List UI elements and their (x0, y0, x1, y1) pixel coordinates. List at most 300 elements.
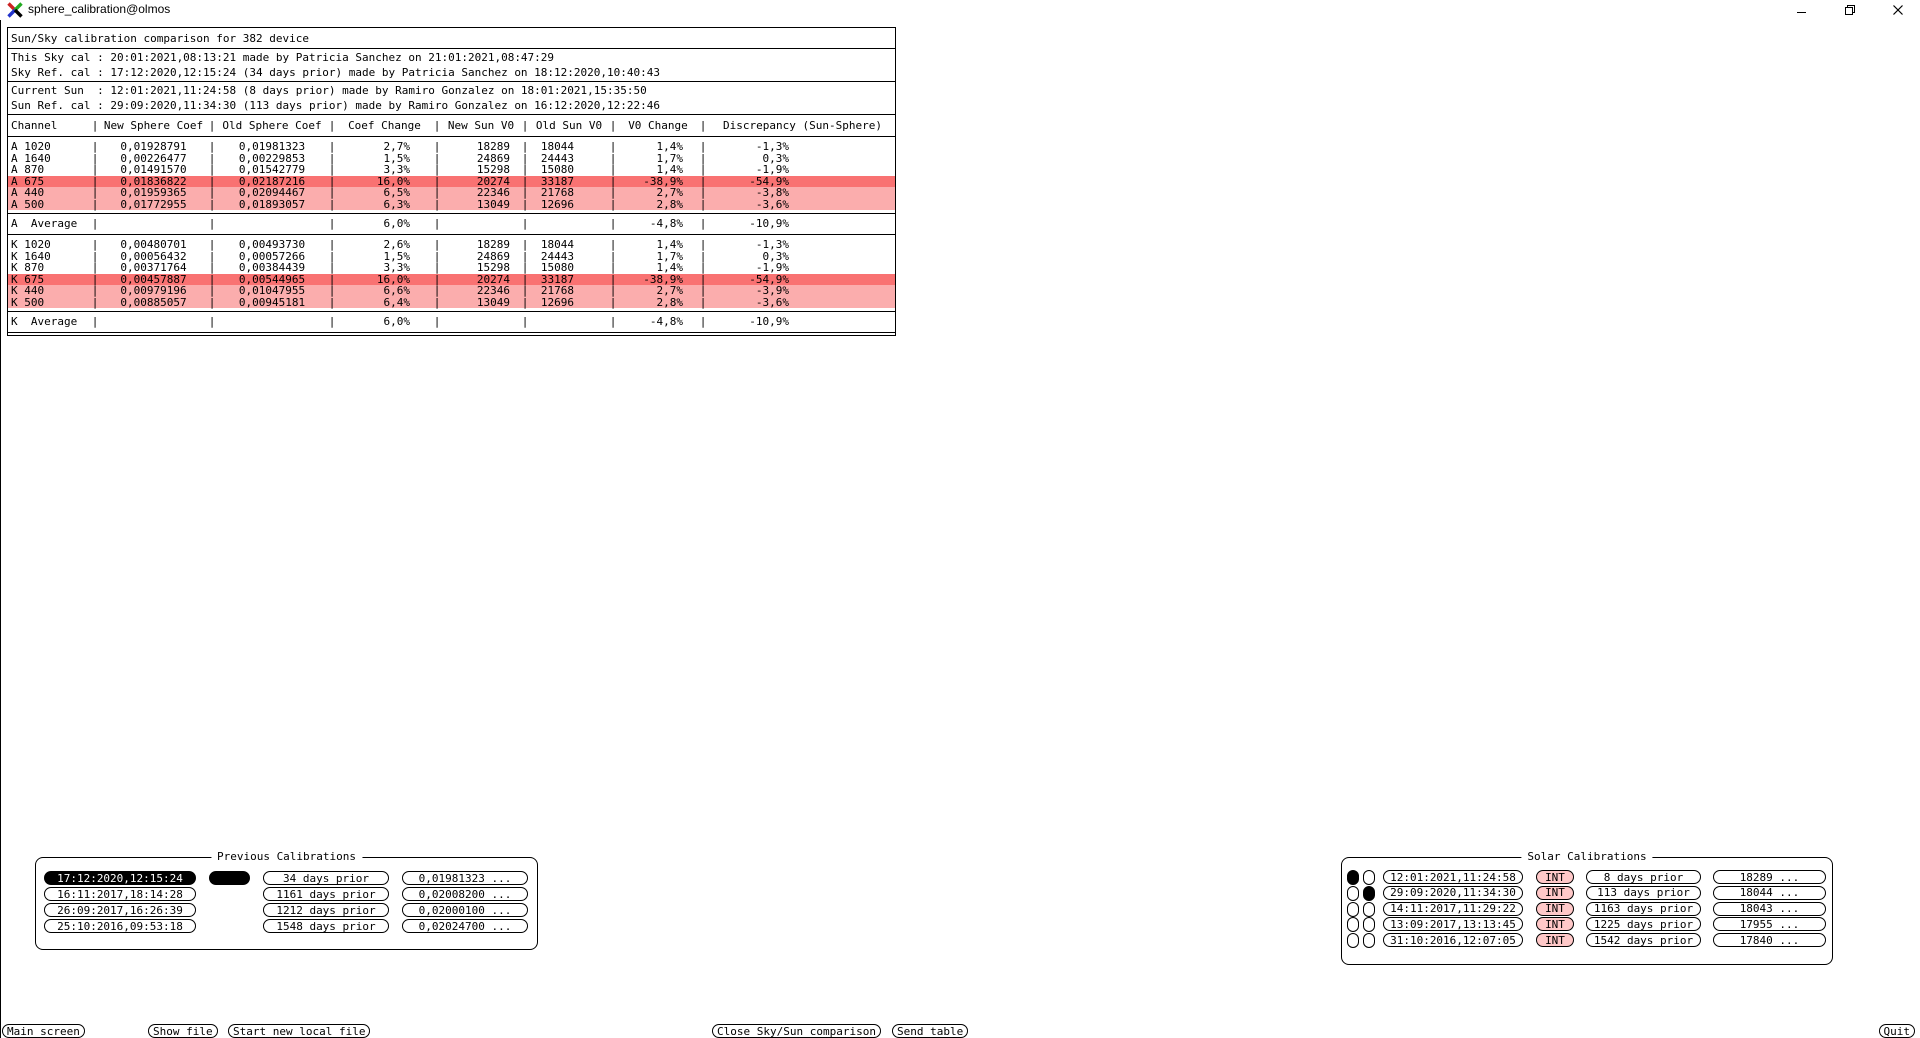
window-title: sphere_calibration@olmos (28, 2, 171, 16)
previous-cal-coef-button[interactable]: 0,02000100 ... (402, 903, 528, 917)
cell: 0,01981323 (238, 141, 306, 153)
cell: 0,02187216 (238, 175, 306, 187)
cell: 6,3% (383, 198, 410, 210)
cell: 0,00885057 (120, 296, 187, 308)
column-separator: | (699, 238, 707, 251)
column-separator: | (328, 163, 336, 176)
column-separator: | (521, 186, 529, 199)
solar-cal-int-button[interactable]: INT (1536, 917, 1574, 931)
cell: 0,00945181 (238, 296, 306, 308)
cell: -1,3% (755, 239, 789, 251)
cell: A 500 (11, 198, 45, 210)
send-table-button[interactable]: Send table (892, 1024, 968, 1038)
solar-cal-secondary-radio[interactable] (1363, 870, 1375, 885)
close-icon (1893, 5, 1903, 15)
cell: K 440 (11, 285, 45, 297)
this-sky-cal-line: This Sky cal : 20:01:2021,08:13:21 made by Patricia Sanchez on 21:01:2021,08:47:29 (11, 51, 555, 64)
solar-cal-primary-radio[interactable] (1347, 917, 1359, 932)
solar-cal-days-prior-button[interactable]: 1225 days prior (1586, 917, 1701, 931)
minimize-button[interactable] (1788, 0, 1816, 20)
cell: 13049 (476, 296, 510, 308)
title-bar (0, 0, 1920, 20)
cell: 15080 (540, 164, 574, 176)
average-row-content (8, 214, 895, 234)
cell: Coef Change (348, 120, 421, 132)
solar-cal-primary-radio[interactable] (1347, 933, 1359, 948)
cell: 0,01542779 (238, 164, 306, 176)
cell: 6,0% (383, 315, 410, 328)
column-separator: | (328, 151, 336, 165)
solar-cal-secondary-radio[interactable] (1363, 886, 1375, 901)
column-separator: | (91, 140, 99, 153)
previous-calibrations-panel (35, 850, 538, 950)
solar-cal-primary-radio[interactable] (1347, 886, 1359, 901)
sun-ref-cal-line: Sun Ref. cal : 29:09:2020,11:34:30 (113 days prior) made by Ramiro Gonzalez on 16:12:2020,12:22:46 (11, 98, 661, 112)
solar-cal-int-button[interactable]: INT (1536, 933, 1574, 947)
cell: 0,00457887 (120, 273, 187, 285)
column-separator: | (521, 238, 529, 251)
column-separator: | (521, 261, 529, 274)
table-row (8, 141, 895, 153)
cell: K 870 (11, 262, 45, 274)
average-row (8, 213, 895, 235)
previous-cal-days-prior-button[interactable]: 1161 days prior (263, 887, 389, 901)
column-separator: | (433, 217, 441, 230)
cell: 0,01893057 (238, 198, 306, 210)
cell: -10,9% (749, 315, 789, 328)
solar-cal-secondary-radio[interactable] (1363, 902, 1375, 917)
cell: 1,4% (656, 164, 683, 176)
table-row (8, 187, 895, 199)
previous-cal-coef-button[interactable]: 0,02024700 ... (402, 919, 528, 933)
comparison-table (7, 27, 896, 336)
cell: 15298 (476, 164, 510, 176)
cell: K 1640 (11, 250, 51, 262)
column-separator: | (609, 119, 617, 133)
channel-group (8, 137, 895, 213)
cell: Old Sphere Coef (222, 120, 322, 132)
cell: 21768 (540, 285, 574, 297)
column-separator: | (91, 217, 99, 230)
column-separator: | (328, 186, 336, 199)
column-separator: | (208, 295, 216, 309)
cell: 0,01836822 (120, 175, 187, 187)
column-separator: | (433, 284, 441, 297)
column-separator: | (208, 186, 216, 199)
cell: -54,9% (749, 175, 789, 187)
column-separator: | (521, 151, 529, 165)
column-separator: | (521, 119, 529, 133)
cell: 24869 (476, 250, 510, 262)
cell: 24443 (540, 250, 574, 262)
cell: 21768 (540, 187, 574, 199)
show-file-button[interactable]: Show file (148, 1024, 218, 1038)
column-separator: | (208, 315, 216, 328)
solar-cal-secondary-radio[interactable] (1363, 917, 1375, 932)
quit-button[interactable]: Quit (1879, 1024, 1916, 1038)
table-header-row (8, 115, 895, 137)
channel-group (8, 235, 895, 311)
cell: 0,01928791 (120, 141, 187, 153)
previous-cal-date-button[interactable]: 25:10:2016,09:53:18 (44, 919, 196, 933)
table-header (8, 115, 895, 137)
solar-cal-date-button[interactable]: 31:10:2016,12:07:05 (1383, 933, 1523, 947)
solar-cal-value-button[interactable]: 18289 ... (1713, 870, 1826, 884)
solar-cal-primary-radio[interactable] (1347, 870, 1359, 885)
cell: 24869 (476, 152, 510, 164)
cell: 0,00056432 (120, 250, 187, 262)
cell: 0,00371764 (120, 262, 187, 274)
cell: A 870 (11, 164, 45, 176)
close-sky-sun-comparison-button[interactable]: Close Sky/Sun comparison (712, 1024, 881, 1038)
start-new-local-file-button[interactable]: Start new local file (228, 1024, 370, 1038)
table-row (8, 176, 895, 188)
table-title: Sun/Sky calibration comparison for 382 device (8, 28, 895, 49)
sun-info-section (8, 82, 895, 115)
column-separator: | (328, 140, 336, 153)
column-separator: | (91, 315, 99, 328)
cell: 18289 (476, 239, 510, 251)
column-separator: | (91, 284, 99, 297)
main-screen-button[interactable]: Main screen (2, 1024, 85, 1038)
cell: 15080 (540, 262, 574, 274)
cell: -3,8% (755, 187, 789, 199)
x11-logo-icon (7, 2, 23, 18)
cell: 0,3% (762, 250, 789, 262)
solar-calibrations-title: Solar Calibrations (1521, 850, 1652, 863)
solar-cal-value-button[interactable]: 17840 ... (1713, 933, 1826, 947)
cell: 6,6% (383, 285, 410, 297)
column-separator: | (208, 163, 216, 176)
cell: 0,00544965 (238, 273, 306, 285)
solar-cal-int-button[interactable]: INT (1536, 902, 1574, 916)
cell: 6,0% (383, 217, 410, 230)
solar-cal-days-prior-button[interactable]: 8 days prior (1586, 870, 1701, 884)
column-separator: | (609, 238, 617, 251)
solar-cal-primary-radio[interactable] (1347, 902, 1359, 917)
column-separator: | (609, 217, 617, 230)
column-separator: | (328, 284, 336, 297)
cell: 0,00979196 (120, 285, 187, 297)
previous-cal-coef-button[interactable]: 0,01981323 ... (402, 871, 528, 885)
column-separator: | (609, 315, 617, 328)
table-row (8, 239, 895, 251)
previous-cal-coef-button[interactable]: 0,02008200 ... (402, 887, 528, 901)
column-separator: | (699, 295, 707, 309)
cell: 1,5% (383, 250, 410, 262)
cell: 2,8% (656, 296, 683, 308)
column-separator: | (328, 119, 336, 133)
cell: -54,9% (749, 273, 789, 285)
cell: Old Sun V0 (535, 120, 603, 132)
solar-cal-secondary-radio[interactable] (1363, 933, 1375, 948)
solar-cal-value-button[interactable]: 18044 ... (1713, 886, 1826, 900)
column-separator: | (609, 151, 617, 165)
close-button[interactable] (1884, 0, 1912, 20)
cell: 33187 (540, 273, 574, 285)
column-separator: | (521, 295, 529, 309)
column-separator: | (433, 197, 441, 211)
column-separator: | (699, 174, 707, 188)
cell: -38,9% (643, 175, 683, 187)
column-separator: | (208, 238, 216, 251)
column-separator: | (91, 238, 99, 251)
column-separator: | (521, 249, 529, 263)
column-separator: | (521, 174, 529, 188)
previous-cal-date-button[interactable]: 17:12:2020,12:15:24 (44, 871, 196, 885)
cell: 0,00057266 (238, 250, 306, 262)
column-separator: | (433, 249, 441, 263)
cell: -3,6% (755, 198, 789, 210)
column-separator: | (433, 119, 441, 133)
solar-cal-int-button[interactable]: INT (1536, 870, 1574, 884)
column-separator: | (433, 163, 441, 176)
cell: A Average (11, 217, 78, 230)
solar-cal-value-button[interactable]: 17955 ... (1713, 917, 1826, 931)
column-separator: | (91, 151, 99, 165)
selected-marker-button[interactable] (209, 871, 250, 885)
solar-cal-value-button[interactable]: 18043 ... (1713, 902, 1826, 916)
cell: New Sun V0 (447, 120, 515, 132)
cell: -3,6% (755, 296, 789, 308)
cell: 20274 (476, 175, 510, 187)
cell: 0,02094467 (238, 187, 306, 199)
column-separator: | (433, 186, 441, 199)
column-separator: | (433, 174, 441, 188)
cell: 20274 (476, 273, 510, 285)
column-separator: | (208, 140, 216, 153)
cell: -38,9% (643, 273, 683, 285)
previous-cal-days-prior-button[interactable]: 34 days prior (263, 871, 389, 885)
cell: 1,4% (656, 141, 683, 153)
cell: V0 Change (628, 120, 688, 132)
column-separator: | (433, 315, 441, 328)
solar-cal-date-button[interactable]: 12:01:2021,11:24:58 (1383, 870, 1523, 884)
cell: 12696 (540, 198, 574, 210)
solar-cal-days-prior-button[interactable]: 113 days prior (1586, 886, 1701, 900)
column-separator: | (433, 140, 441, 153)
average-row-content (8, 312, 895, 332)
column-separator: | (521, 140, 529, 153)
column-separator: | (699, 186, 707, 199)
column-separator: | (699, 163, 707, 176)
column-separator: | (609, 272, 617, 286)
column-separator: | (91, 295, 99, 309)
previous-cal-days-prior-button[interactable]: 1548 days prior (263, 919, 389, 933)
column-separator: | (328, 238, 336, 251)
cell: 18044 (540, 141, 574, 153)
column-separator: | (208, 197, 216, 211)
column-separator: | (208, 174, 216, 188)
restore-window-icon (1845, 5, 1856, 16)
column-separator: | (328, 197, 336, 211)
cell: K 1020 (11, 239, 51, 251)
column-separator: | (609, 174, 617, 188)
cell: 0,00226477 (120, 152, 187, 164)
cell: 12696 (540, 296, 574, 308)
cell: 1,4% (656, 262, 683, 274)
column-separator: | (208, 151, 216, 165)
column-separator: | (521, 163, 529, 176)
column-separator: | (91, 186, 99, 199)
column-separator: | (521, 197, 529, 211)
column-separator: | (699, 217, 707, 230)
column-separator: | (328, 174, 336, 188)
column-separator: | (699, 140, 707, 153)
cell: 0,01959365 (120, 187, 187, 199)
column-separator: | (699, 197, 707, 211)
cell: 2,7% (656, 285, 683, 297)
table-row (8, 274, 895, 286)
column-separator: | (328, 261, 336, 274)
cell: A 675 (11, 175, 45, 187)
column-separator: | (91, 174, 99, 188)
column-separator: | (609, 197, 617, 211)
column-separator: | (699, 284, 707, 297)
column-separator: | (699, 315, 707, 328)
table-row (8, 153, 895, 165)
previous-cal-days-prior-button[interactable]: 1212 days prior (263, 903, 389, 917)
column-separator: | (699, 119, 707, 133)
column-separator: | (521, 315, 529, 328)
column-separator: | (208, 217, 216, 230)
solar-cal-date-button[interactable]: 13:09:2017,13:13:45 (1383, 917, 1523, 931)
column-separator: | (328, 272, 336, 286)
table-row (8, 262, 895, 274)
cell: -4,8% (649, 217, 683, 230)
cell: 13049 (476, 198, 510, 210)
cell: 18289 (476, 141, 510, 153)
average-row (8, 311, 895, 333)
table-body (8, 137, 895, 333)
solar-calibrations-panel (1341, 850, 1833, 965)
column-separator: | (433, 238, 441, 251)
column-separator: | (433, 295, 441, 309)
column-separator: | (609, 186, 617, 199)
column-separator: | (328, 295, 336, 309)
cell: 2,7% (656, 187, 683, 199)
sky-info-section (8, 49, 895, 82)
solar-cal-int-button[interactable]: INT (1536, 886, 1574, 900)
column-separator: | (609, 261, 617, 274)
cell: K 500 (11, 296, 45, 308)
cell: A 1020 (11, 141, 51, 153)
cell: -10,9% (749, 217, 789, 230)
cell: 0,01491570 (120, 164, 187, 176)
minimize-icon (1797, 5, 1807, 15)
cell: A 440 (11, 187, 45, 199)
column-separator: | (208, 249, 216, 263)
column-separator: | (609, 163, 617, 176)
column-separator: | (91, 272, 99, 286)
cell: 3,3% (383, 262, 410, 274)
column-separator: | (91, 163, 99, 176)
previous-cal-date-button[interactable]: 26:09:2017,16:26:39 (44, 903, 196, 917)
column-separator: | (609, 140, 617, 153)
cell: -1,9% (755, 262, 789, 274)
cell: 18044 (540, 239, 574, 251)
cell: 2,7% (383, 141, 410, 153)
cell: -3,9% (755, 285, 789, 297)
column-separator: | (328, 315, 336, 328)
window-left-border (0, 20, 1, 1038)
cell: 1,5% (383, 152, 410, 164)
cell: -1,3% (755, 141, 789, 153)
column-separator: | (208, 261, 216, 274)
table-row (8, 285, 895, 297)
cell: New Sphere Coef (103, 120, 204, 132)
cell: A 1640 (11, 152, 51, 164)
table-row (8, 199, 895, 211)
cell: 2,8% (656, 198, 683, 210)
column-separator: | (521, 217, 529, 230)
column-separator: | (91, 197, 99, 211)
column-separator: | (609, 295, 617, 309)
column-separator: | (609, 249, 617, 263)
cell: 2,6% (383, 239, 410, 251)
cell: 0,00480701 (120, 239, 187, 251)
solar-cal-date-button[interactable]: 14:11:2017,11:29:22 (1383, 902, 1523, 916)
column-separator: | (433, 272, 441, 286)
column-separator: | (609, 284, 617, 297)
column-separator: | (699, 272, 707, 286)
cell: 15298 (476, 262, 510, 274)
column-separator: | (208, 284, 216, 297)
cell: 6,5% (383, 187, 410, 199)
cell: 3,3% (383, 164, 410, 176)
cell: -4,8% (649, 315, 683, 328)
cell: 16,0% (376, 175, 410, 187)
solar-cal-days-prior-button[interactable]: 1542 days prior (1586, 933, 1701, 947)
column-separator: | (208, 272, 216, 286)
cell: 22346 (476, 187, 510, 199)
previous-calibrations-title: Previous Calibrations (211, 850, 362, 863)
column-separator: | (699, 249, 707, 263)
cell: K Average (11, 315, 78, 328)
cell: 1,7% (656, 250, 683, 262)
solar-cal-date-button[interactable]: 29:09:2020,11:34:30 (1383, 886, 1523, 900)
column-separator: | (521, 284, 529, 297)
solar-cal-days-prior-button[interactable]: 1163 days prior (1586, 902, 1701, 916)
column-separator: | (699, 261, 707, 274)
cell: Discrepancy (Sun-Sphere) (723, 120, 882, 132)
table-row (8, 164, 895, 176)
cell: Channel (11, 120, 58, 132)
sky-ref-cal-line: Sky Ref. cal : 17:12:2020,12:15:24 (34 days prior) made by Patricia Sanchez on 18:12:2020,10:40:43 (11, 65, 661, 79)
column-separator: | (328, 217, 336, 230)
cell: 0,01772955 (120, 198, 187, 210)
column-separator: | (521, 272, 529, 286)
column-separator: | (91, 249, 99, 263)
cell: 24443 (540, 152, 574, 164)
cell: 33187 (540, 175, 574, 187)
cell: -1,9% (755, 164, 789, 176)
column-separator: | (433, 261, 441, 274)
column-separator: | (328, 249, 336, 263)
cell: 0,00493730 (238, 239, 306, 251)
column-separator: | (91, 119, 99, 133)
cell: 0,00229853 (238, 152, 306, 164)
cell: 16,0% (376, 273, 410, 285)
cell: 6,4% (383, 296, 410, 308)
cell: 1,4% (656, 239, 683, 251)
column-separator: | (433, 151, 441, 165)
previous-cal-date-button[interactable]: 16:11:2017,18:14:28 (44, 887, 196, 901)
column-separator: | (91, 261, 99, 274)
maximize-button[interactable] (1836, 0, 1864, 20)
cell: 0,01047955 (238, 285, 306, 297)
cell: 1,7% (656, 152, 683, 164)
